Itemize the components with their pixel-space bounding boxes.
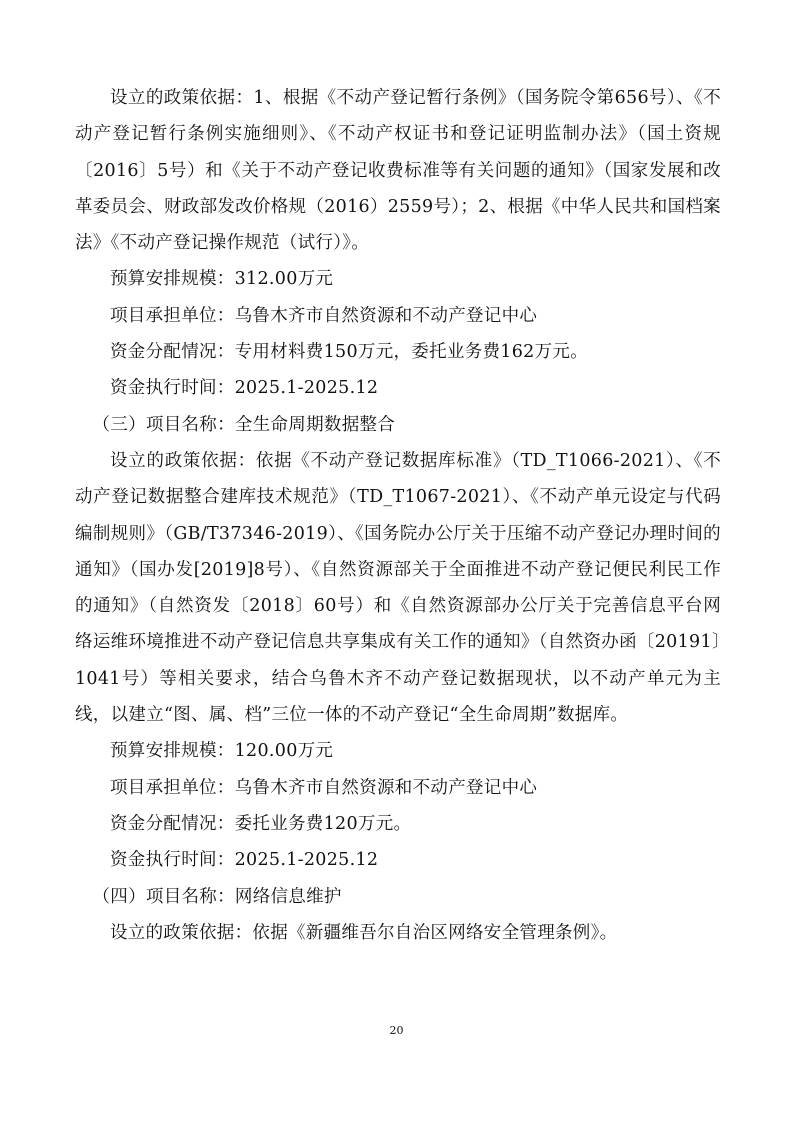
budget-scale: 预算安排规模：312.00万元 <box>110 269 334 290</box>
policy-basis-paragraph: 设立的政策依据：1、根据《不动产登记暂行条例》（国务院令第656号）、《不动产登记暂行条例实施细则》、《不动产权证书和登记证明监制办法》（国土资规〔2016〕5号）和《关于不动产登记收费标准等有关问题的通知》（国家发展和改革委员会、财政部发改价格规（2016）2559号）；2、根据《中华人民共和国档案法》《不动产登记操作规范（试行）》。 <box>75 88 721 254</box>
fund-execution-time: 资金执行时间：2025.1-2025.12 <box>110 850 379 871</box>
fund-allocation: 资金分配情况：委托业务费120万元。 <box>110 813 412 834</box>
responsible-unit: 项目承担单位：乌鲁木齐市自然资源和不动产登记中心 <box>110 777 538 798</box>
project-heading-3: （三）项目名称：全生命周期数据整合 <box>92 414 396 435</box>
page-number: 20 <box>389 1024 404 1037</box>
responsible-unit: 项目承担单位：乌鲁木齐市自然资源和不动产登记中心 <box>110 305 538 326</box>
document-body <box>75 80 721 951</box>
policy-basis-paragraph: 设立的政策依据：依据《新疆维吾尔自治区网络安全管理条例》。 <box>110 922 618 943</box>
budget-scale: 预算安排规模：120.00万元 <box>110 741 334 762</box>
fund-execution-time: 资金执行时间：2025.1-2025.12 <box>110 378 379 399</box>
policy-basis-paragraph: 设立的政策依据：依据《不动产登记数据库标准》（TD_T1066-2021）、《不动产登记数据整合建库技术规范》（TD_T1067-2021）、《不动产单元设定与代码编制规则》（GB/T37346-2019）、《国务院办公厅关于压缩不动产登记办理时间的通知》（国办发[2019]8号）、《自然资源部关于全面推进不动产登记便民利民工作的通知》（自然资发〔2018〕60号）和《自然资源部办公厅关于完善信息平台网络运维环境推进不动产登记信息共享集成有关工作的通知》（自然资办函〔20191〕1041号）等相关要求，结合乌鲁木齐不动产登记数据现状，以不动产单元为主线，以建立“图、属、档”三位一体的不动产登记“全生命周期”数据库。 <box>75 450 721 726</box>
fund-allocation: 资金分配情况：专用材料费150万元，委托业务费162万元。 <box>110 342 589 363</box>
project-heading-4: （四）项目名称：网络信息维护 <box>92 886 342 907</box>
